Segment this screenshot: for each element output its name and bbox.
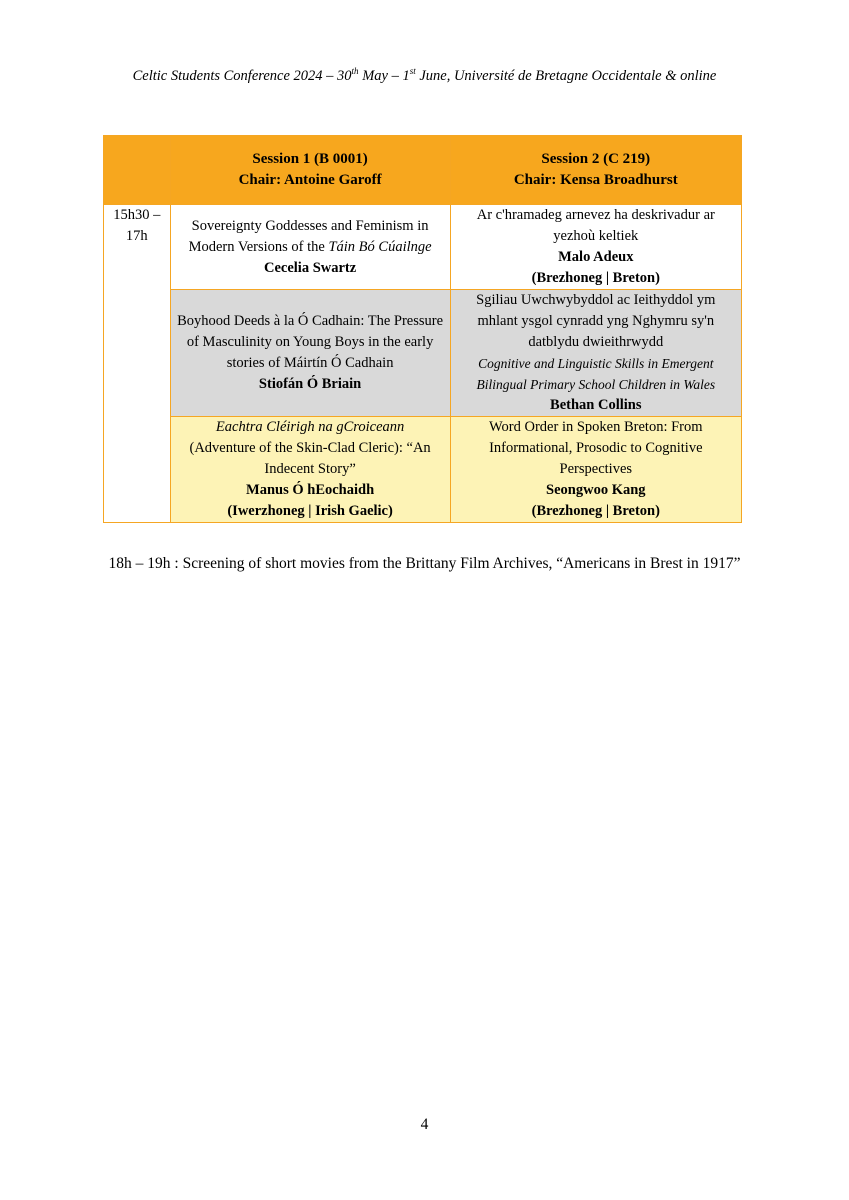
talk-subtitle: Cognitive and Linguistic Skills in Emergent Bilingual Primary School Children in Wales xyxy=(476,356,716,392)
talk-cell xyxy=(450,290,741,417)
talk-title-italic: Táin Bó Cúailnge xyxy=(328,238,432,255)
talk-cell xyxy=(450,205,741,290)
talk-cell xyxy=(450,417,741,523)
session2-title: Session 2 (C 219) xyxy=(541,151,651,167)
talk-title: (Adventure of the Skin-Clad Cleric): “An Indecent Story” xyxy=(189,440,431,477)
speaker-name: Malo Adeux xyxy=(558,249,634,265)
speaker-name: Bethan Collins xyxy=(550,397,642,413)
header-text-start: Celtic Students Conference 2024 – 30 xyxy=(132,67,352,84)
page-header xyxy=(0,66,849,85)
talk-title: Sgiliau Uwchwybyddol ac Ieithyddol ym mhlant ysgol cynradd yng Nghymru sy'n datblydu dwieithrwydd xyxy=(476,292,716,350)
talk-language: (Brezhoneg | Breton) xyxy=(531,270,660,286)
table-row xyxy=(104,205,742,290)
header-text-end: June, Université de Bretagne Occidentale & online xyxy=(415,67,717,84)
time-slot-cell xyxy=(104,205,171,523)
page-number: 4 xyxy=(420,1116,429,1133)
talk-title: Ar c'hramadeg arnevez ha deskrivadur ar yezhoù keltiek xyxy=(476,207,715,244)
session1-header xyxy=(170,136,450,205)
table-row xyxy=(104,417,742,523)
header-empty-cell xyxy=(104,136,171,205)
screening-note: 18h – 19h : Screening of short movies from the Brittany Film Archives, “Americans in Brest in 1917” xyxy=(108,555,741,572)
talk-language: (Iwerzhoneg | Irish Gaelic) xyxy=(227,503,393,519)
speaker-name: Stiofán Ó Briain xyxy=(258,376,362,392)
talk-cell xyxy=(170,205,450,290)
session2-header xyxy=(450,136,741,205)
talk-cell xyxy=(170,417,450,523)
session2-chair: Chair: Kensa Broadhurst xyxy=(513,172,678,188)
header-text-mid: May – 1 xyxy=(358,67,410,84)
schedule-table xyxy=(103,135,742,523)
talk-title: Sovereignty Goddesses and Feminism in Modern Versions of the xyxy=(188,217,429,255)
talk-title-italic: Eachtra Cléirigh na gCroiceann xyxy=(215,419,405,435)
table-row xyxy=(104,290,742,417)
session1-chair: Chair: Antoine Garoff xyxy=(238,172,382,188)
speaker-name: Cecelia Swartz xyxy=(263,259,357,276)
header-sup-st: st xyxy=(409,66,416,76)
time-start: 15h30 – xyxy=(113,207,161,223)
header-sup-th: th xyxy=(351,66,359,76)
table-header-row xyxy=(104,136,742,205)
talk-language: (Brezhoneg | Breton) xyxy=(531,503,660,519)
time-end: 17h xyxy=(125,228,148,244)
session1-title: Session 1 (B 0001) xyxy=(252,151,368,167)
talk-title: Word Order in Spoken Breton: From Informational, Prosodic to Cognitive Perspectives xyxy=(489,419,703,477)
speaker-name: Seongwoo Kang xyxy=(546,482,646,498)
talk-title: Boyhood Deeds à la Ó Cadhain: The Pressure of Masculinity on Young Boys in the early stories of Máirtín Ó Cadhain xyxy=(177,313,444,371)
talk-cell xyxy=(170,290,450,417)
speaker-name: Manus Ó hEochaidh xyxy=(246,482,375,498)
